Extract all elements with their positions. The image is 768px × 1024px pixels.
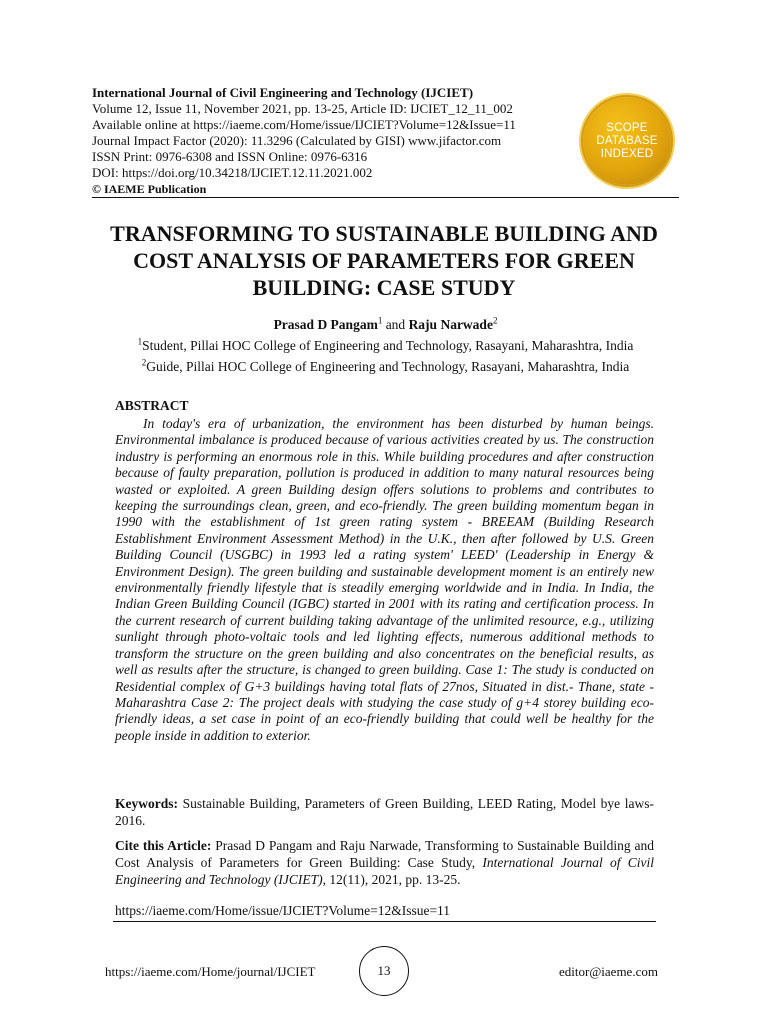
abstract-heading: ABSTRACT: [115, 398, 189, 413]
keywords-label: Keywords:: [115, 796, 178, 811]
author-1-sup: 1: [377, 315, 383, 326]
impact-factor-line: Journal Impact Factor (2020): 11.3296 (Calculated by GISI) www.jifactor.com: [92, 133, 502, 148]
badge-line-1: SCOPE: [606, 121, 648, 134]
affiliation-2: [92, 359, 679, 375]
authors-line: [92, 317, 679, 333]
affiliation-1-text: Student, Pillai HOC College of Engineering and Technology, Rasayani, Maharashtra, India: [142, 338, 634, 353]
affiliation-1-sup: 1: [137, 336, 143, 347]
keywords-text: Sustainable Building, Parameters of Green Building, LEED Rating, Model bye laws-2016.: [115, 796, 654, 828]
available-online-line: Available online at https://iaeme.com/Home/issue/IJCIET?Volume=12&Issue=11: [92, 117, 516, 132]
volume-line: Volume 12, Issue 11, November 2021, pp. 13-25, Article ID: IJCIET_12_11_002: [92, 101, 513, 116]
affiliation-2-text: Guide, Pillai HOC College of Engineering and Technology, Rasayani, Maharashtra, India: [146, 359, 630, 374]
page-number-circle: [359, 946, 409, 996]
header-divider: [92, 197, 679, 198]
issn-line: ISSN Print: 0976-6308 and ISSN Online: 0976-6316: [92, 149, 368, 164]
cite-label: Cite this Article:: [115, 838, 212, 853]
author-2: Raju Narwade: [408, 317, 493, 332]
keywords-paragraph: [115, 795, 654, 829]
author-connector: and: [382, 317, 409, 332]
publisher-line: © IAEME Publication: [92, 182, 207, 196]
journal-name: International Journal of Civil Engineering and Technology (IJCIET): [92, 85, 474, 100]
scope-indexed-badge: [583, 97, 671, 185]
doi-line: DOI: https://doi.org/10.34218/IJCIET.12.11.2021.002: [92, 165, 373, 180]
badge-line-2: DATABASE: [596, 134, 658, 147]
page-number: 13: [377, 963, 391, 978]
cite-text-before: Prasad D Pangam and Raju Narwade, Transforming to Sustainable Building and Cost Analysis of Parameters for Green Building: Case Study,: [115, 838, 655, 870]
abstract-body: In today's era of urbanization, the environment has been disturbed by human beings. Environmental imbalance is produced because of various activities created by us. The construction industry is performing an enormous role in this. While building procedures and after construction because of faulty preparation, pollution is produced in addition to many natural resources being wasted or exploited. A green Building design offers solutions to problems and contributes to keeping the surroundings clean, green, and eco-friendly. The green building momentum began in 1990 with the establishment of 1st green rating system - BREEAM (Building Research Establishment Environment Assessment Method) in the U.K., then after followed by U.S. Green Building Council (USGBC) in 1993 led a rating system' LEED' (Leadership in Energy & Environment Design). The green building and sustainable development moment is an entirely new environmentally friendly lifestyle that is steadily emerging worldwide and in India. In India, the Indian Green Building Council (IGBC) started in 2001 with its rating and certification process. In the current research of current building taking advantage of the unlimited resource, e.g., utilizing sunlight through photo-voltaic tools and led lighting effects, numerous additional methods to transform the structure on the green building and also concentrates on the beneficial results, as well as results after the structure, is changed to green building. Case 1: The study is conducted on Residential complex of G+3 buildings having total flats of 27nos, Situated in dist.- Thane, state - Maharashtra Case 2: The project deals with studying the case study of g+4 storey building eco-friendly ideas, a set case in point of an eco-friendly building that could well be healthy for the people inside in addition to exterior.: [115, 416, 654, 743]
journal-header: [92, 85, 592, 197]
paper-title: TRANSFORMING TO SUSTAINABLE BUILDING AND COST ANALYSIS OF PARAMETERS FOR GREEN BUILDING: CASE STUDY: [110, 221, 658, 300]
footer-divider: [113, 921, 656, 922]
affiliation-2-sup: 2: [141, 357, 147, 368]
badge-line-3: INDEXED: [600, 147, 654, 160]
cite-paragraph: [115, 837, 654, 888]
affiliation-1: [92, 338, 679, 354]
author-1: Prasad D Pangam: [273, 317, 378, 332]
cite-text-after: , 12(11), 2021, pp. 13-25.: [322, 872, 461, 887]
footer-journal-url[interactable]: https://iaeme.com/Home/journal/IJCIET: [105, 964, 316, 979]
cite-url-link[interactable]: https://iaeme.com/Home/issue/IJCIET?Volume=12&Issue=11: [115, 903, 451, 918]
footer-email[interactable]: editor@iaeme.com: [559, 964, 658, 979]
author-2-sup: 2: [492, 315, 498, 326]
cite-journal-name: International Journal of Civil Engineering and Technology (IJCIET): [115, 855, 654, 887]
